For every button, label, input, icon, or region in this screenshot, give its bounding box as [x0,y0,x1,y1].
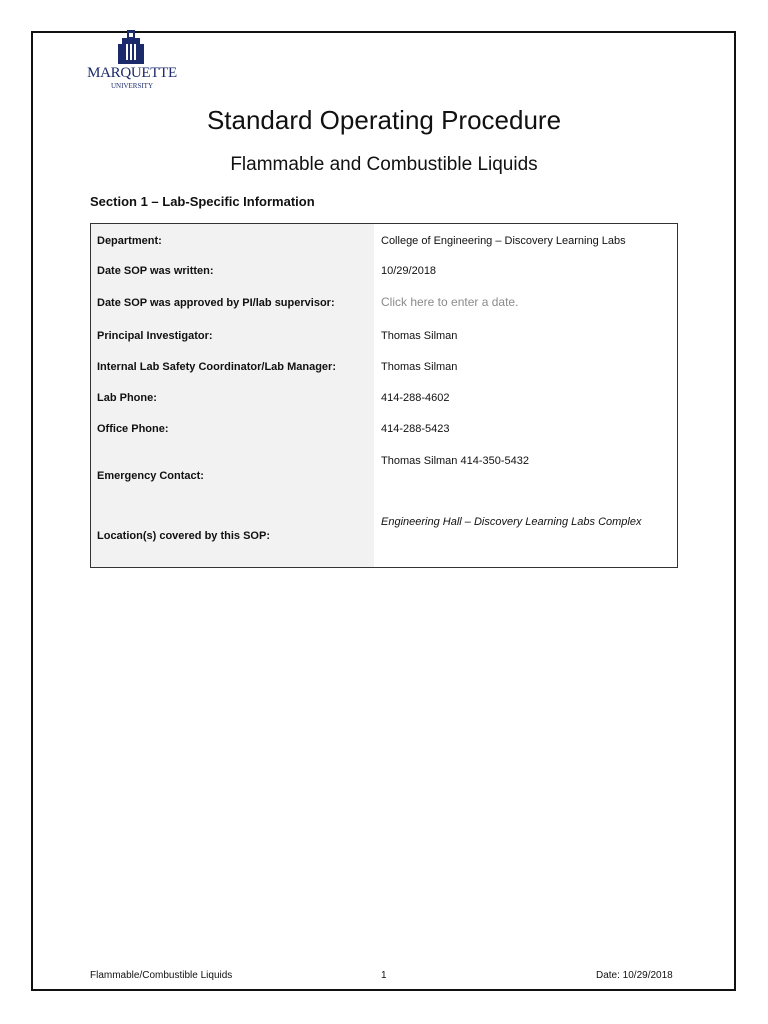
date-approved-field[interactable]: Click here to enter a date. [381,295,519,309]
footer-page-number: 1 [381,970,387,981]
location-value: Engineering Hall – Discovery Learning Labs Complex [381,516,642,528]
logo-wordmark: MARQUETTE [87,65,177,81]
emergency-contact-label: Emergency Contact: [97,470,204,482]
office-phone-label: Office Phone: [97,423,169,435]
footer-document-name: Flammable/Combustible Liquids [90,970,233,981]
lab-phone-label: Lab Phone: [97,392,157,404]
lab-phone-value: 414-288-4602 [381,392,450,404]
location-label: Location(s) covered by this SOP: [97,530,270,542]
lab-info-table [90,223,678,568]
department-label: Department: [97,235,162,247]
department-value: College of Engineering – Discovery Learning Labs [381,235,626,247]
date-written-label: Date SOP was written: [97,265,214,277]
principal-investigator-value: Thomas Silman [381,330,458,342]
principal-investigator-label: Principal Investigator: [97,330,213,342]
document-title: Standard Operating Procedure [206,105,562,135]
lab-safety-coordinator-label: Internal Lab Safety Coordinator/Lab Manager: [97,361,336,373]
logo-subtext: UNIVERSITY [111,82,153,90]
office-phone-value: 414-288-5423 [381,423,450,435]
emergency-contact-value: Thomas Silman 414-350-5432 [381,455,529,467]
lab-safety-coordinator-value: Thomas Silman [381,361,458,373]
document-subtitle: Flammable and Combustible Liquids [230,154,538,175]
tower-emblem-icon [118,30,144,64]
university-logo [87,30,177,92]
footer-date: Date: 10/29/2018 [596,970,673,981]
date-approved-label: Date SOP was approved by PI/lab supervisor: [97,297,335,309]
date-written-value: 10/29/2018 [381,265,437,277]
section-heading: Section 1 – Lab-Specific Information [90,194,315,209]
